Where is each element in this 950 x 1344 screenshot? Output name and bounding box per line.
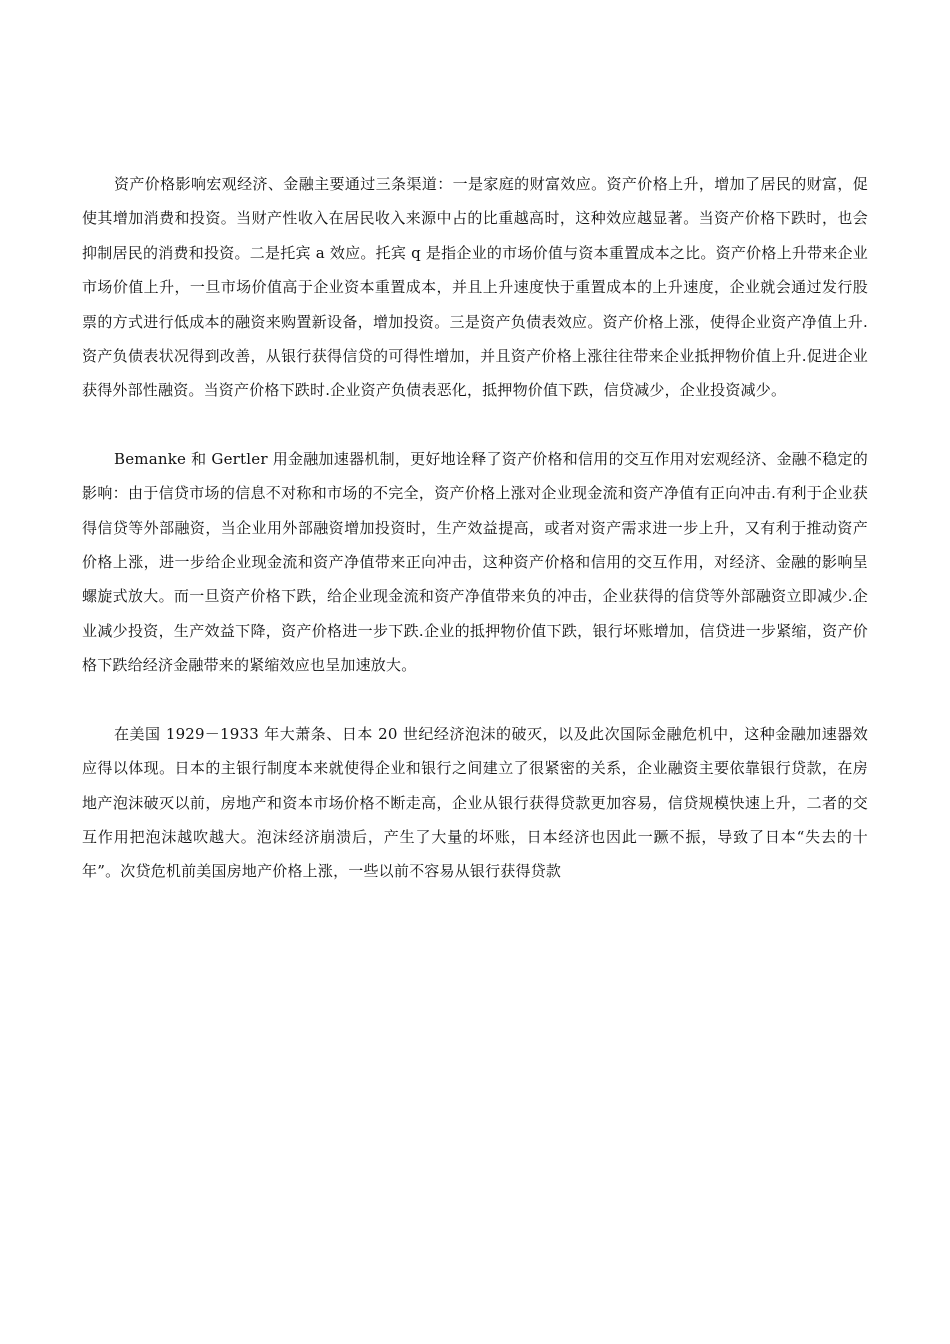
paragraph-asset-price-channels: 资产价格影响宏观经济、金融主要通过三条渠道：一是家庭的财富效应。资产价格上升，增加了居民的财富，促使其增加消费和投资。当财产性收入在居民收入来源中占的比重越高时，这种效应越显著。当资产价格下跌时，也会抑制居民的消费和投资。二是托宾 a 效应。托宾 q 是指企业的市场价值与资本重置成本之比。资产价格上升带来企业市场价值上升，一旦市场价值高于企业资本重置成本，并且上升速度快于重置成本的上升速度，企业就会通过发行股票的方式进行低成本的融资来购置新设备，增加投资。三是资产负债表效应。资产价格上涨，使得企业资产净值上升.资产负债表状况得到改善，从银行获得信贷的可得性增加，并且资产价格上涨往往带来企业抵押物价值上升.促进企业获得外部性融资。当资产价格下跌时.企业资产负债表恶化，抵押物价值下跌，信贷减少，企业投资减少。 xyxy=(82,175,868,400)
paragraph-financial-accelerator: Bemanke 和 Gertler 用金融加速器机制，更好地诠释了资产价格和信用的交互作用对宏观经济、金融不稳定的影响：由于信贷市场的信息不对称和市场的不完全，资产价格上涨对企业现金流和资产净值有正向冲击.有利于企业获得信贷等外部融资，当企业用外部融资增加投资时，生产效益提高，或者对资产需求进一步上升，又有利于推动资产价格上涨，进一步给企业现金流和资产净值带来正向冲击，这种资产价格和信用的交互作用，对经济、金融的影响呈螺旋式放大。而一旦资产价格下跌，给企业现金流和资产净值带来负的冲击，企业获得的信贷等外部融资立即减少.企业减少投资，生产效益下降，资产价格进一步下跌.企业的抵押物价值下跌，银行坏账增加，信贷进一步紧缩，资产价格下跌给经济金融带来的紧缩效应也呈加速放大。 xyxy=(82,449,868,675)
document-body xyxy=(82,167,868,889)
paragraph-historical-examples: 在美国 1929－1933 年大萧条、日本 20 世纪经济泡沫的破灭，以及此次国际金融危机中，这种金融加速器效应得以体现。日本的主银行制度本来就使得企业和银行之间建立了很紧密的关系，企业融资主要依靠银行贷款，在房地产泡沫破灭以前，房地产和资本市场价格不断走高，企业从银行获得贷款更加容易，信贷规模快速上升，二者的交互作用把泡沫越吹越大。泡沫经济崩溃后，产生了大量的坏账，日本经济也因此一蹶不振，导致了日本“失去的十年”。次贷危机前美国房地产价格上涨，一些以前不容易从银行获得贷款 xyxy=(82,724,868,881)
